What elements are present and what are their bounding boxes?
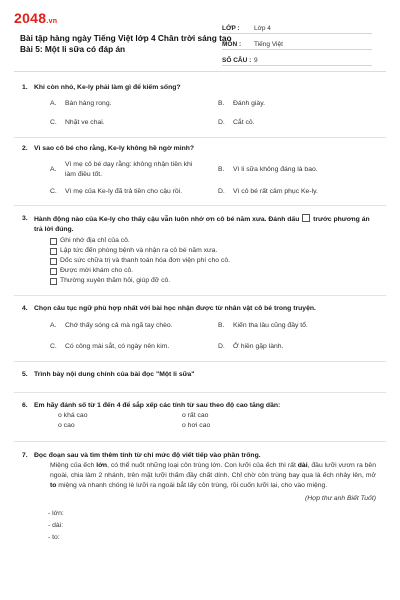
option-text: Vì cô bé rất cảm phục Ke-ly. bbox=[233, 188, 318, 195]
option-letter: C. bbox=[50, 188, 57, 195]
checkbox-icon[interactable] bbox=[50, 278, 57, 285]
option-letter: A. bbox=[50, 166, 57, 173]
info-label: SỐ CÂU : bbox=[222, 57, 252, 64]
question-title bbox=[14, 83, 386, 93]
question-number: 7. bbox=[22, 452, 28, 459]
info-row-subject bbox=[222, 34, 372, 50]
answer-options bbox=[50, 99, 386, 128]
fill-in-line[interactable]: - dài: bbox=[48, 522, 64, 529]
info-row-class bbox=[222, 18, 372, 34]
question-title bbox=[14, 214, 386, 235]
checkbox-icon[interactable] bbox=[50, 248, 57, 255]
adjective-item: o khá cao bbox=[58, 412, 88, 419]
option-b[interactable] bbox=[218, 99, 386, 109]
passage-citation: (Hợp thư anh Biết Tuốt) bbox=[304, 495, 376, 502]
question-text: Đọc đoạn sau và tìm thêm tính từ chỉ mức độ viết tiếp vào phần trống. bbox=[34, 452, 261, 459]
option-text: Đánh giày. bbox=[233, 100, 265, 107]
logo-suffix: .vn bbox=[46, 18, 58, 25]
fill-in-line[interactable]: - to: bbox=[48, 534, 60, 541]
checkbox-option[interactable] bbox=[50, 246, 386, 256]
option-letter: D. bbox=[218, 343, 225, 350]
option-text: Bán hàng rong. bbox=[65, 100, 112, 107]
option-b[interactable] bbox=[218, 321, 386, 331]
question-divider bbox=[14, 205, 386, 206]
checkbox-icon[interactable] bbox=[50, 258, 57, 265]
logo-main: 2048 bbox=[14, 10, 47, 26]
info-value: 9 bbox=[254, 57, 258, 64]
question-number: 3. bbox=[22, 215, 28, 222]
passage-keyword: to bbox=[50, 482, 57, 489]
option-letter: B. bbox=[218, 166, 225, 173]
info-row-count bbox=[222, 50, 372, 66]
question-divider bbox=[14, 295, 386, 296]
adjective-item: o rất cao bbox=[182, 412, 209, 419]
option-letter: C. bbox=[50, 343, 57, 350]
adjective-item: o hơi cao bbox=[182, 422, 211, 429]
checkbox-label: Ghi nhớ địa chỉ của cô. bbox=[60, 237, 130, 244]
question-number: 4. bbox=[22, 305, 28, 312]
option-d[interactable] bbox=[218, 118, 386, 128]
question-divider bbox=[14, 392, 386, 393]
answer-options bbox=[50, 160, 386, 197]
question-6 bbox=[14, 401, 386, 431]
option-text: Vì mẹ cô bé dạy rằng: không nhận tiền khi làm điều tốt. bbox=[65, 161, 193, 178]
question-7 bbox=[14, 451, 386, 544]
passage-keyword: lớn bbox=[96, 462, 108, 469]
question-title bbox=[14, 401, 386, 411]
option-text: Chớ thấy sóng cả mà ngã tay chèo. bbox=[65, 322, 173, 329]
option-b[interactable] bbox=[218, 160, 386, 180]
option-c[interactable] bbox=[50, 118, 218, 128]
option-d[interactable] bbox=[218, 342, 386, 352]
option-a[interactable] bbox=[50, 321, 218, 331]
option-letter: D. bbox=[218, 119, 225, 126]
passage-text: miệng và nhanh chóng lè lưỡi ra ngoài bắt lấy côn trùng, rồi cuốn lưỡi lại, cho vào miệng. bbox=[56, 482, 328, 489]
option-letter: C. bbox=[50, 119, 57, 126]
question-5 bbox=[14, 370, 386, 380]
question-2 bbox=[14, 144, 386, 197]
option-c[interactable] bbox=[50, 342, 218, 352]
info-value: Lớp 4 bbox=[254, 25, 271, 32]
option-text: Có công mài sắt, có ngày nên kim. bbox=[65, 343, 170, 350]
option-text: Ở hiền gặp lành. bbox=[233, 343, 284, 350]
question-text-start: Hành động nào của Ke-ly cho thấy cậu vẫn luôn nhớ ơn cô bé năm xưa. Đánh dấu bbox=[34, 216, 302, 223]
question-title bbox=[14, 370, 386, 380]
adjective-item: o cao bbox=[58, 422, 75, 429]
question-text-end: trước phương án trả lời đúng. bbox=[34, 216, 370, 233]
checkbox-option[interactable] bbox=[50, 236, 386, 246]
option-letter: A. bbox=[50, 100, 57, 107]
option-text: Kiến tha lâu cũng đầy tổ. bbox=[233, 322, 308, 329]
option-a[interactable] bbox=[50, 99, 218, 109]
fill-in-list bbox=[48, 508, 386, 544]
question-text: Trình bày nội dung chính của bài đọc "Một li sữa" bbox=[34, 371, 195, 378]
adjective-list bbox=[58, 411, 306, 431]
question-number: 6. bbox=[22, 402, 28, 409]
passage-text: , có thể nuốt những loại côn trùng lớn. Con lưỡi của ếch thì rất bbox=[107, 462, 298, 469]
question-text: Khi còn nhỏ, Ke-ly phải làm gì để kiếm sống? bbox=[34, 84, 181, 91]
question-divider bbox=[14, 441, 386, 442]
worksheet-title: Bài tập hàng ngày Tiếng Việt lớp 4 Chân trời sáng tạo Bài 5: Một li sữa có đáp án bbox=[20, 33, 232, 54]
checkbox-option[interactable] bbox=[50, 256, 386, 266]
question-divider bbox=[14, 361, 386, 362]
question-text: Vì sao cô bé cho rằng, Ke-ly không hề ngờ mình? bbox=[34, 145, 195, 152]
checkbox-option[interactable] bbox=[50, 276, 386, 286]
checkbox-list bbox=[50, 236, 386, 286]
checkbox-checked-icon bbox=[302, 214, 310, 222]
option-letter: B. bbox=[218, 100, 225, 107]
question-title bbox=[14, 304, 386, 314]
checkbox-option[interactable] bbox=[50, 266, 386, 276]
option-c[interactable] bbox=[50, 187, 218, 197]
option-letter: B. bbox=[218, 322, 225, 329]
question-text: Em hãy đánh số từ 1 đến 4 để sắp xếp các tính từ sau theo độ cao tăng dần: bbox=[34, 402, 281, 409]
checkbox-label: Lập tức đến phòng bệnh và nhận ra cô bé năm xưa. bbox=[60, 247, 218, 254]
question-title bbox=[14, 451, 386, 461]
info-table bbox=[222, 18, 372, 66]
header-divider bbox=[14, 71, 386, 72]
option-a[interactable] bbox=[50, 160, 218, 180]
passage-text: , đầu lưỡi vươn ra bên ngoài, chia làm 2 nhánh, trên mặt lưỡi thấm đầy chất dính. Chỉ chờ côn trùng bay qua là ếch nhảy lên, mở bbox=[50, 462, 376, 479]
question-text bbox=[34, 214, 386, 235]
info-label: MÔN : bbox=[222, 41, 242, 48]
checkbox-label: Được mời khám cho cô. bbox=[60, 267, 134, 274]
answer-options bbox=[50, 321, 386, 352]
option-d[interactable] bbox=[218, 187, 386, 197]
question-title bbox=[14, 144, 386, 154]
checkbox-icon[interactable] bbox=[50, 238, 57, 245]
question-4 bbox=[14, 304, 386, 352]
option-letter: D. bbox=[218, 188, 225, 195]
worksheet-header bbox=[14, 10, 386, 62]
question-number: 1. bbox=[22, 84, 28, 91]
option-text: Vì li sữa không đáng là bao. bbox=[233, 166, 318, 173]
question-1 bbox=[14, 83, 386, 128]
option-text: Cắt cỏ. bbox=[233, 119, 255, 126]
question-3 bbox=[14, 214, 386, 286]
question-number: 5. bbox=[22, 371, 28, 378]
question-divider bbox=[14, 137, 386, 138]
fill-in-line[interactable]: - lớn: bbox=[48, 510, 64, 517]
passage-keyword: dài bbox=[297, 462, 308, 469]
question-text: Chọn câu tục ngữ phù hợp nhất với bài học nhận được từ nhân vật cô bé trong truyện. bbox=[34, 305, 316, 312]
reading-passage bbox=[50, 461, 376, 491]
question-number: 2. bbox=[22, 145, 28, 152]
checkbox-label: Dốc sức chữa trị và thanh toán hóa đơn viện phí cho cô. bbox=[60, 257, 230, 264]
passage-text: Miệng của ếch bbox=[50, 462, 97, 469]
info-label: LỚP : bbox=[222, 25, 240, 32]
checkbox-icon[interactable] bbox=[50, 268, 57, 275]
info-value: Tiếng Việt bbox=[254, 41, 283, 48]
option-text: Nhặt ve chai. bbox=[65, 119, 105, 126]
option-letter: A. bbox=[50, 322, 57, 329]
option-text: Vì mẹ của Ke-ly đã trả tiền cho cậu rồi. bbox=[65, 188, 183, 195]
checkbox-label: Thường xuyên thăm hỏi, giúp đỡ cô. bbox=[60, 277, 171, 284]
